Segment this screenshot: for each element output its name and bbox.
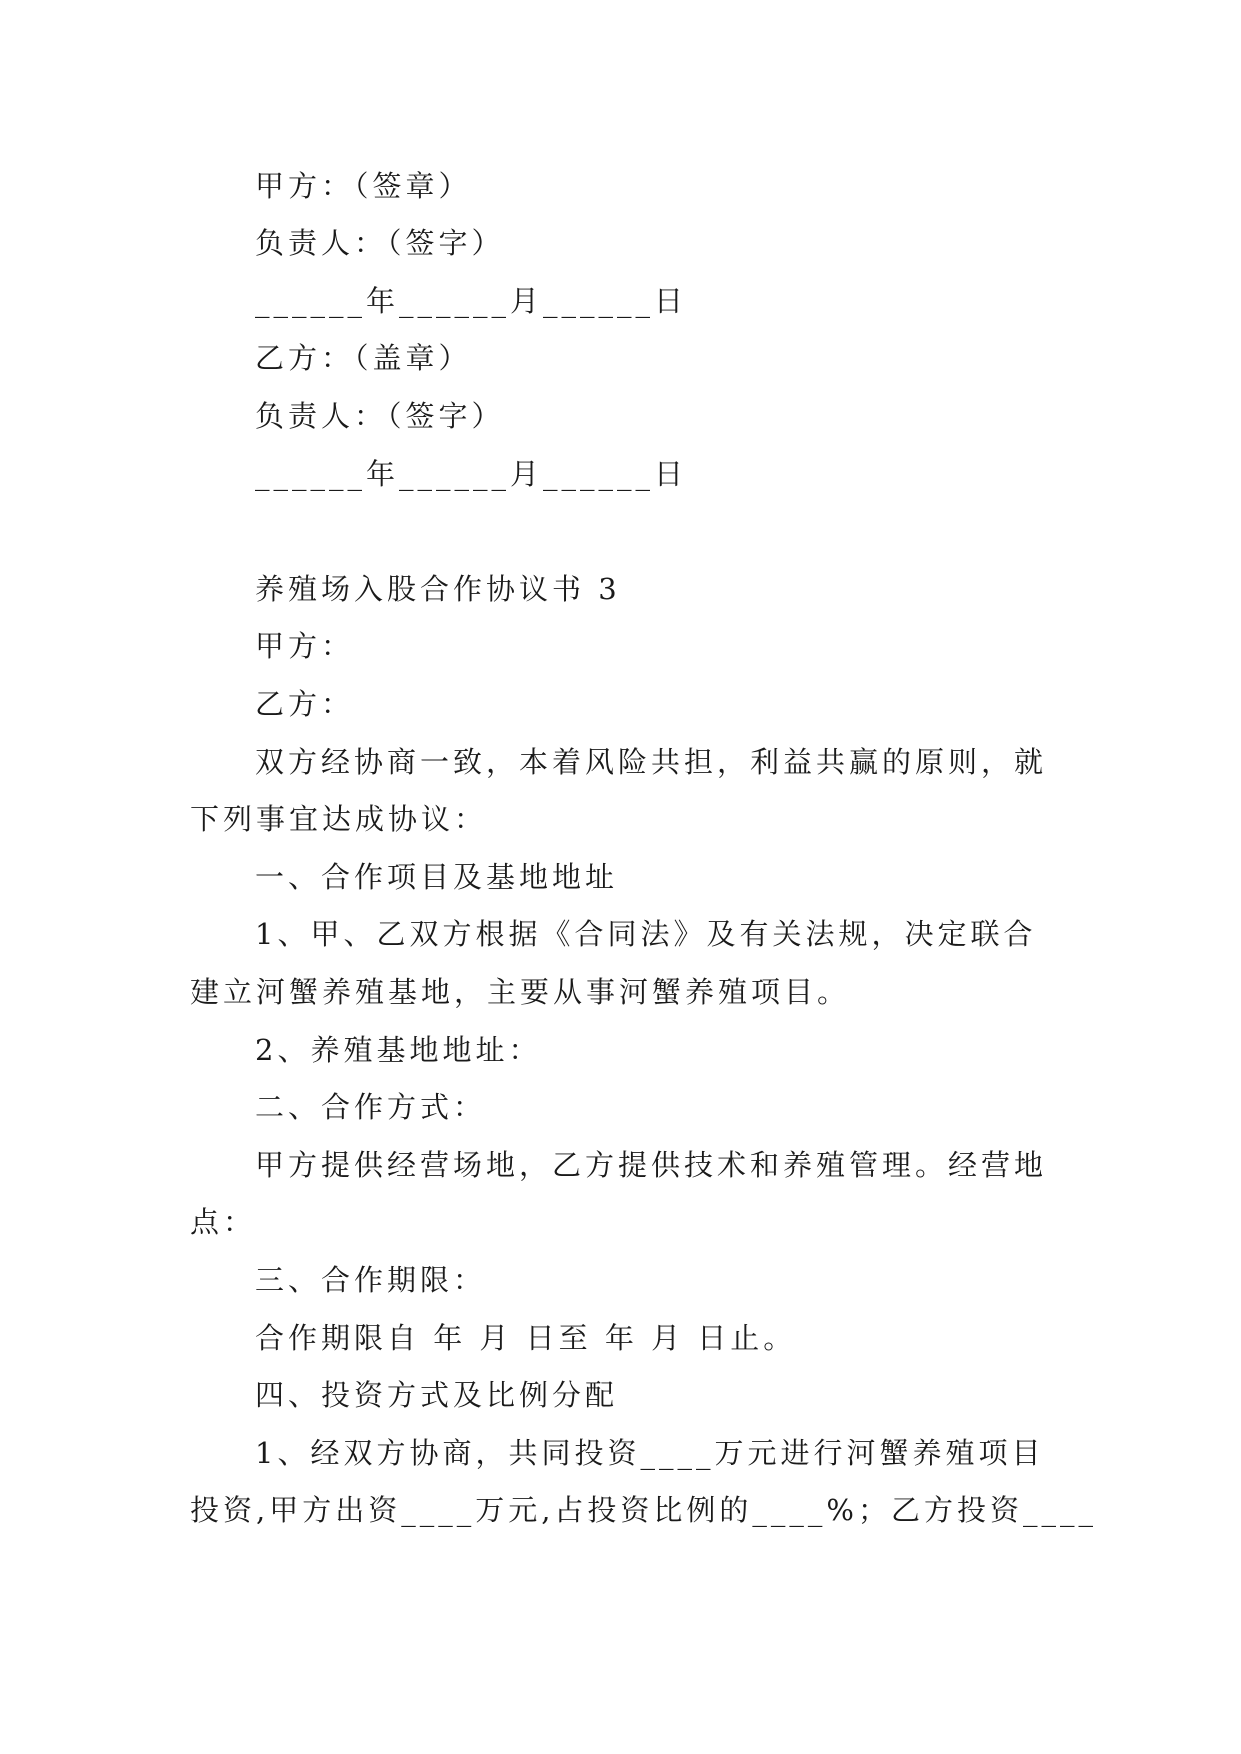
clause-heading: 三、合作期限： [255, 1263, 487, 1297]
paragraph-line: 1、甲、乙双方根据《合同法》及有关法规，决定联合 [255, 917, 1037, 951]
clause-heading: 二、合作方式： [255, 1090, 487, 1124]
party-b-responsible-line: 负责人：（签字） [255, 399, 505, 433]
party-a-responsible-line: 负责人：（签字） [255, 226, 505, 260]
clause-heading: 一、合作项目及基地地址 [255, 860, 619, 894]
party-b-date-line: ______年______月______日 [255, 457, 688, 491]
party-a-label: 甲方： [255, 629, 355, 663]
paragraph-line: 双方经协商一致，本着风险共担，利益共赢的原则，就 [255, 745, 1048, 779]
paragraph-line: 合作期限自 年 月 日至 年 月 日止。 [255, 1321, 797, 1355]
paragraph-line: 2、养殖基地地址： [255, 1033, 542, 1067]
paragraph-line: 甲方提供经营场地，乙方提供技术和养殖管理。经营地 [255, 1148, 1048, 1182]
paragraph-line: 下列事宜达成协议： [190, 802, 488, 836]
party-b-seal-line: 乙方：（盖章） [255, 341, 472, 375]
party-a-seal-line: 甲方：（签章） [255, 169, 472, 203]
party-b-label: 乙方： [255, 687, 355, 721]
section-title: 养殖场入股合作协议书 3 [255, 572, 621, 606]
paragraph-line: 建立河蟹养殖基地，主要从事河蟹养殖项目。 [190, 975, 851, 1009]
paragraph-line: 点： [190, 1205, 257, 1239]
party-a-date-line: ______年______月______日 [255, 284, 688, 318]
clause-heading: 四、投资方式及比例分配 [255, 1378, 619, 1412]
paragraph-line: 投资,甲方出资____万元,占投资比例的____%；乙方投资____ [190, 1493, 1097, 1527]
paragraph-line: 1、经双方协商，共同投资____万元进行河蟹养殖项目 [255, 1436, 1045, 1470]
